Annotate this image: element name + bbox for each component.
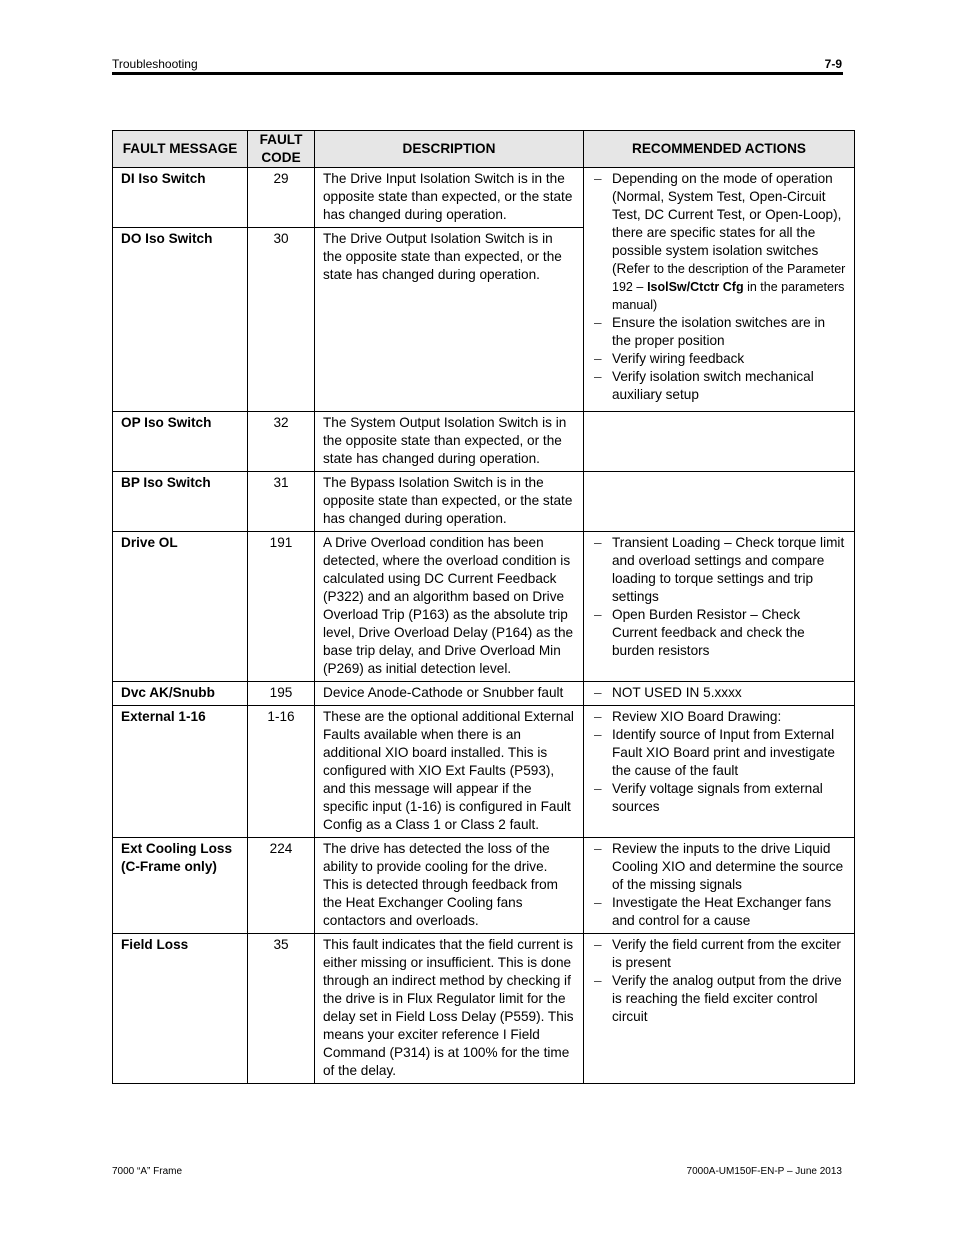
parameter-name: IsolSw/Ctctr Cfg: [647, 280, 744, 294]
fault-code: 32: [248, 412, 315, 472]
column-header-recommended-actions: RECOMMENDED ACTIONS: [584, 131, 855, 168]
recommended-actions-empty: [584, 412, 855, 472]
fault-code: 191: [248, 532, 315, 682]
action-item: – Review the inputs to the drive Liquid Cooling XIO and determine the source of the missing signals: [592, 840, 846, 894]
table-header-row: [113, 131, 855, 168]
action-item: – Depending on the mode of operation (Normal, System Test, Open-Circuit Test, DC Current Test, or Open-Loop), there are specific states for all the possible system isolation switches (Refer to the description of the Parameter 192 – IsolSw/Ctctr Cfg in the parameters manual): [592, 170, 846, 314]
recommended-actions-empty: [584, 472, 855, 532]
fault-code: 31: [248, 472, 315, 532]
fault-message: Drive OL: [113, 532, 248, 682]
fault-message-note: (C-Frame only): [121, 859, 217, 874]
running-header-section: Troubleshooting: [112, 57, 198, 71]
fault-table: [112, 130, 855, 1084]
action-item: – Identify source of Input from External Fault XIO Board print and investigate the cause of the fault: [592, 726, 846, 780]
footer-product: 7000 “A” Frame: [112, 1166, 183, 1177]
column-header-fault-code: FAULT CODE: [248, 131, 315, 168]
fault-code: 29: [248, 168, 315, 228]
fault-description: The System Output Isolation Switch is in the opposite state than expected, or the state has changed during operation.: [315, 412, 584, 472]
recommended-actions: [584, 838, 855, 934]
fault-message: Ext Cooling Loss (C-Frame only): [113, 838, 248, 934]
fault-description: Device Anode-Cathode or Snubber fault: [315, 682, 584, 706]
table-row: [113, 838, 855, 934]
recommended-actions: [584, 168, 855, 412]
action-item: – Investigate the Heat Exchanger fans and control for a cause: [592, 894, 846, 930]
action-item: – Verify wiring feedback: [592, 350, 846, 368]
table-row: [113, 412, 855, 472]
fault-description: These are the optional additional External Faults available when there is an additional XIO board installed. This is configured with XIO Ext Faults (P593), and this message will appear if the specific input (1-16) is configured in Fault Config as a Class 1 or Class 2 fault.: [315, 706, 584, 838]
action-item: – Verify the field current from the exciter is present: [592, 936, 846, 972]
recommended-actions: [584, 934, 855, 1084]
fault-description: The Drive Output Isolation Switch is in the opposite state than expected, or the state has changed during operation.: [315, 228, 584, 412]
recommended-actions: [584, 682, 855, 706]
fault-code: 30: [248, 228, 315, 412]
fault-code: 35: [248, 934, 315, 1084]
recommended-actions: [584, 532, 855, 682]
fault-message: External 1-16: [113, 706, 248, 838]
fault-code: 224: [248, 838, 315, 934]
table-row: [113, 532, 855, 682]
fault-message: OP Iso Switch: [113, 412, 248, 472]
fault-message: Dvc AK/Snubb: [113, 682, 248, 706]
fault-message: BP Iso Switch: [113, 472, 248, 532]
table-row: [113, 472, 855, 532]
page-number: 7-9: [824, 57, 842, 71]
fault-code: 1-16: [248, 706, 315, 838]
fault-description: A Drive Overload condition has been detected, where the overload condition is calculated using DC Current Feedback (P322) and an algorithm based on Drive Overload Trip (P163) as the absolute trip level, Drive Overload Delay (P164) as the base trip delay, and Drive Overload Min (P269) as initial detection level.: [315, 532, 584, 682]
table-row: [113, 934, 855, 1084]
fault-description: The Drive Input Isolation Switch is in the opposite state than expected, or the state has changed during operation.: [315, 168, 584, 228]
table-row: [113, 168, 855, 228]
action-item: – Transient Loading – Check torque limit and overload settings and compare loading to torque settings and trip settings: [592, 534, 846, 606]
recommended-actions: [584, 706, 855, 838]
action-item: – Open Burden Resistor – Check Current feedback and check the burden resistors: [592, 606, 846, 660]
fault-description: The Bypass Isolation Switch is in the opposite state than expected, or the state has changed during operation.: [315, 472, 584, 532]
action-item: – Verify voltage signals from external sources: [592, 780, 846, 816]
column-header-fault-message: FAULT MESSAGE: [113, 131, 248, 168]
action-item: – NOT USED IN 5.xxxx: [592, 684, 846, 702]
fault-message: Field Loss: [113, 934, 248, 1084]
footer-publication: 7000A-UM150F-EN-P – June 2013: [686, 1166, 842, 1177]
action-item: – Verify isolation switch mechanical auxiliary setup: [592, 368, 846, 404]
fault-message: DO Iso Switch: [113, 228, 248, 412]
header-rule: [112, 72, 843, 75]
fault-message: DI Iso Switch: [113, 168, 248, 228]
fault-code: 195: [248, 682, 315, 706]
column-header-description: DESCRIPTION: [315, 131, 584, 168]
fault-description: This fault indicates that the field current is either missing or insufficient. This is done through an indirect method by checking if the drive is in Flux Regulator limit for the delay set in Field Loss Delay (P559). This means your exciter reference I Field Command (P314) is at 100% for the time of the delay.: [315, 934, 584, 1084]
action-item: – Verify the analog output from the drive is reaching the field exciter control circuit: [592, 972, 846, 1026]
action-item: – Review XIO Board Drawing:: [592, 708, 846, 726]
table-row: [113, 682, 855, 706]
table-row: [113, 706, 855, 838]
action-item: – Ensure the isolation switches are in the proper position: [592, 314, 846, 350]
fault-description: The drive has detected the loss of the ability to provide cooling for the drive. This is detected through feedback from the Heat Exchanger Cooling fans contactors and overloads.: [315, 838, 584, 934]
